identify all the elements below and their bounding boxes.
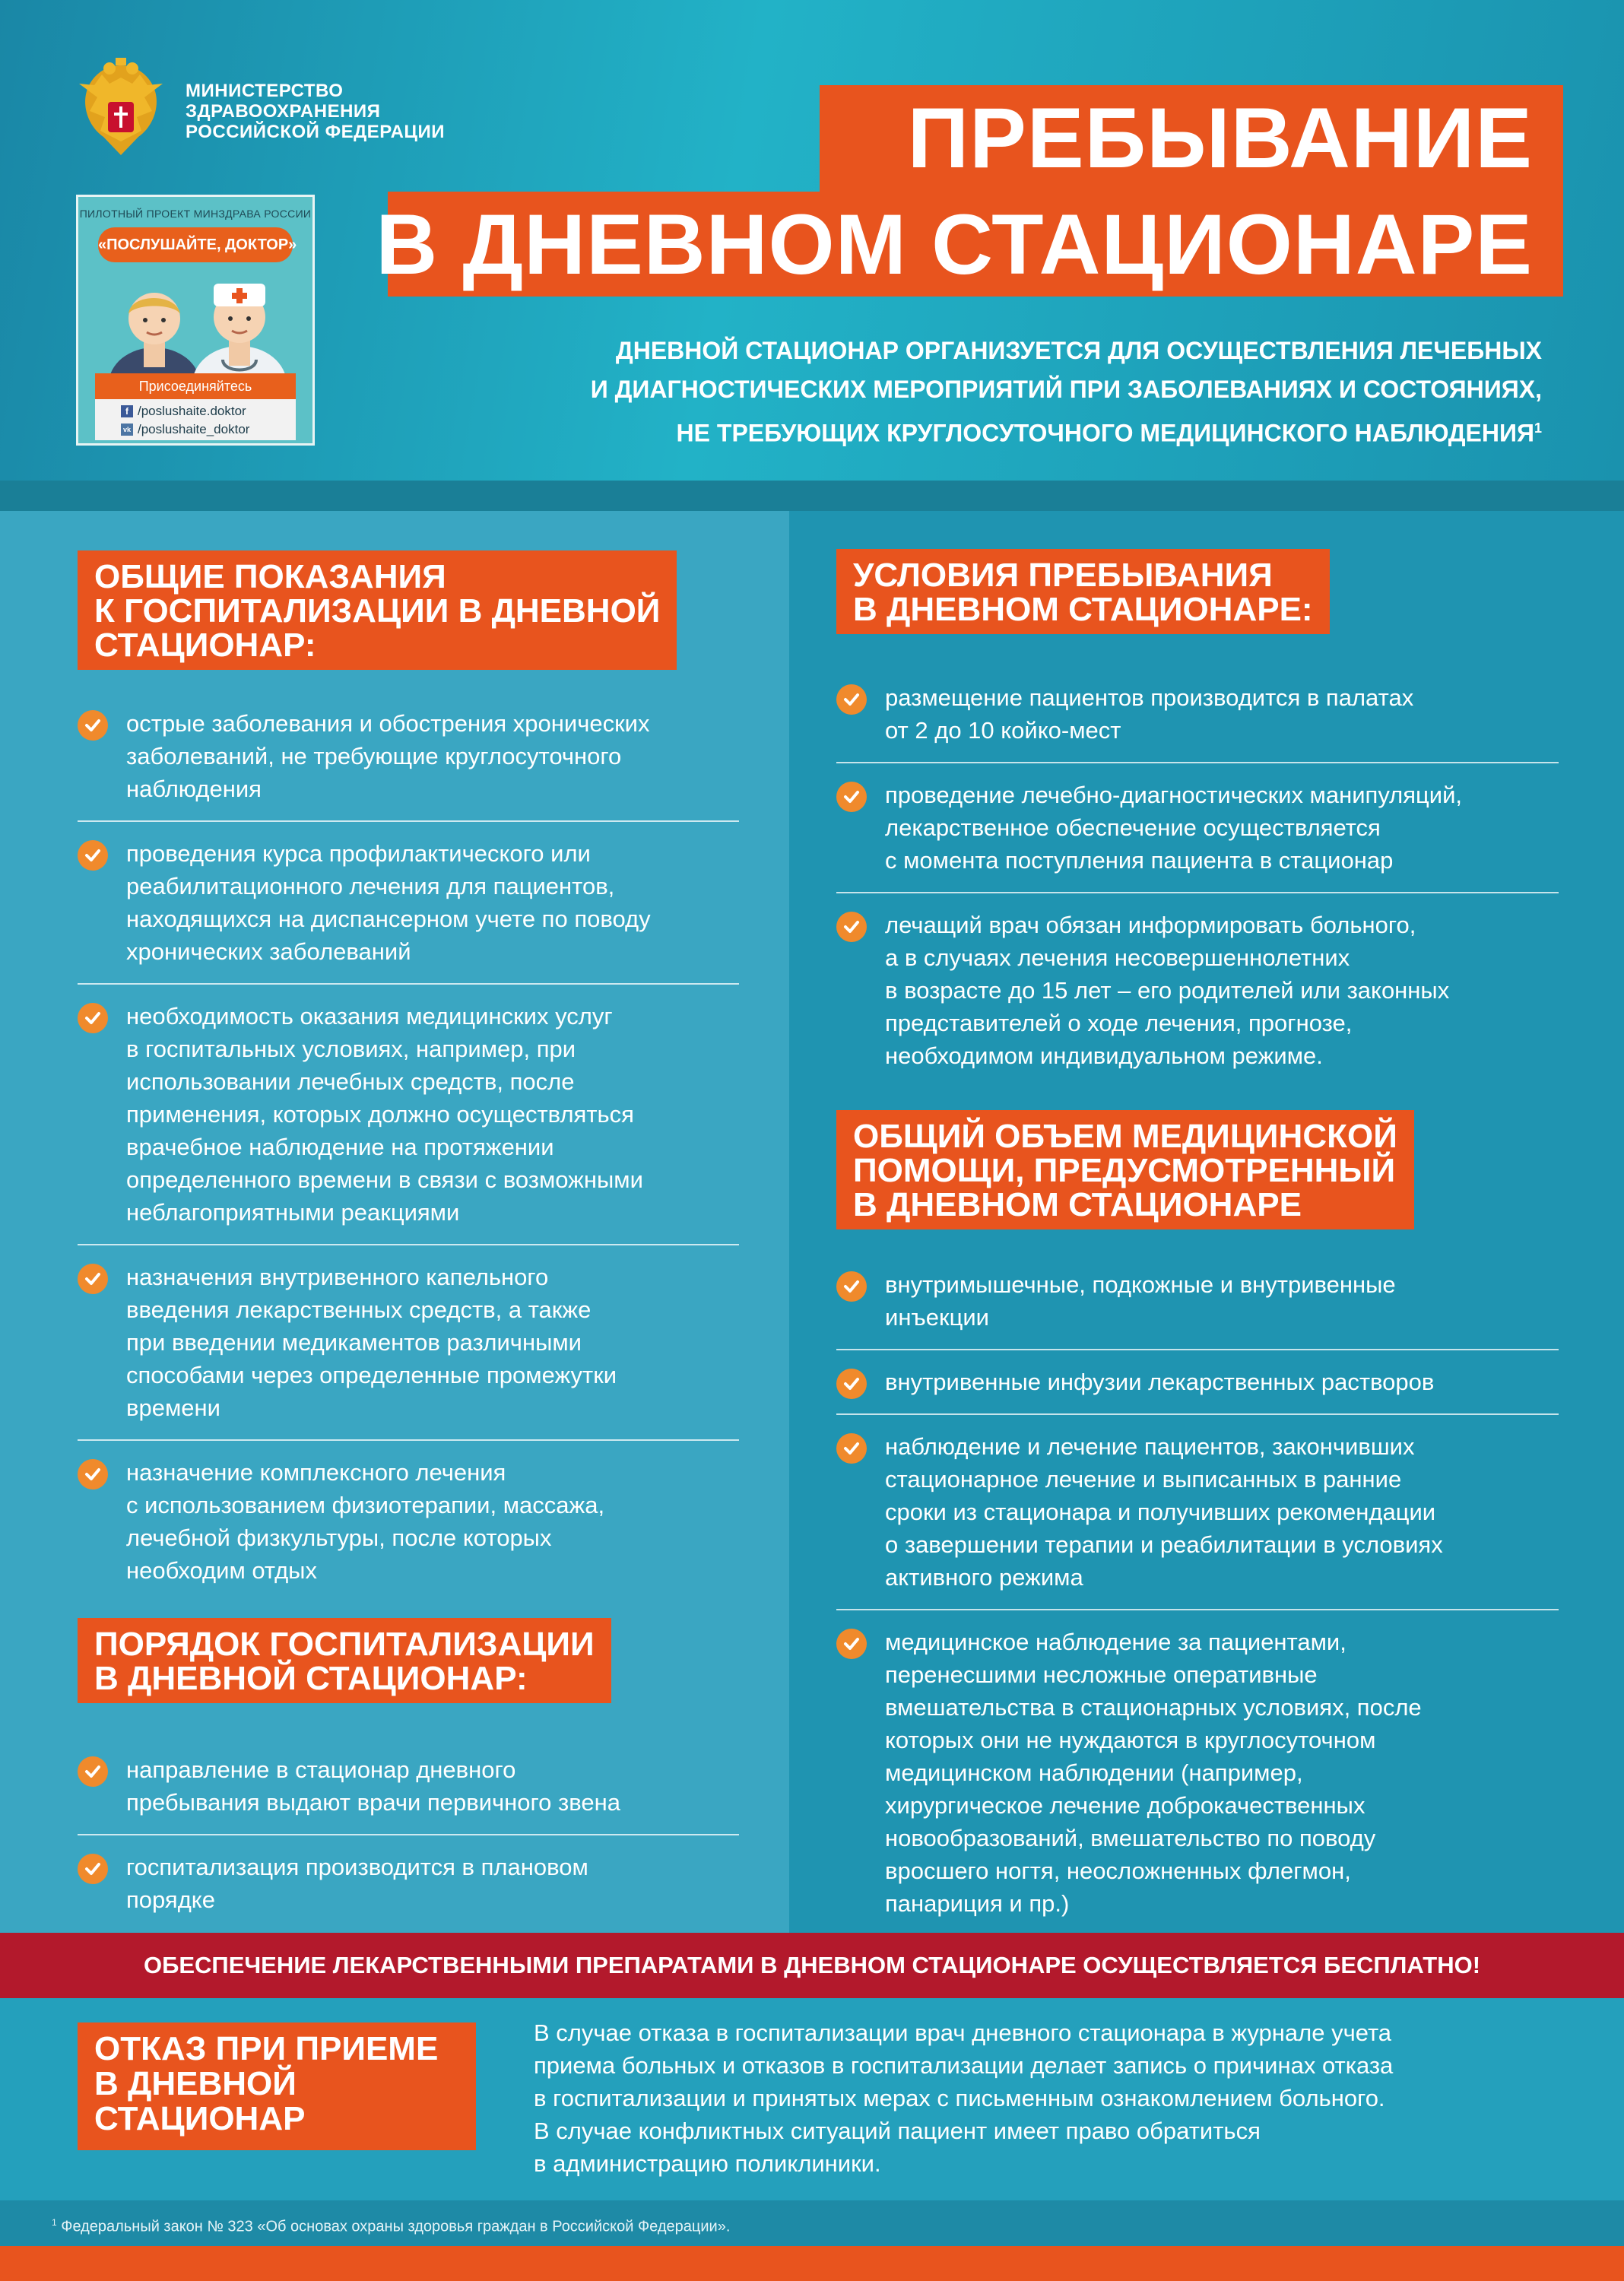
list-item: [836, 779, 1559, 877]
check-icon: [78, 1459, 108, 1489]
indications-list: [78, 707, 739, 1587]
list-item-line: времени: [126, 1394, 220, 1421]
list-item-line: назначение комплексного лечения: [126, 1459, 506, 1486]
list-item: [78, 1261, 739, 1424]
list-item-line: порядке: [126, 1886, 215, 1913]
check-icon: [78, 710, 108, 741]
check-icon: [836, 1271, 867, 1302]
list-item-line: о завершении терапии и реабилитации в условиях: [885, 1531, 1443, 1558]
list-item-line: внутривенные инфузии лекарственных растворов: [885, 1369, 1435, 1395]
list-item-line: проведения курса профилактического или: [126, 840, 591, 867]
divider: [78, 1834, 739, 1835]
list-item-line: хронических заболеваний: [126, 938, 411, 965]
list-item-line: при введении медикаментов различными: [126, 1329, 582, 1356]
refusal-text: [534, 2016, 1598, 2180]
list-item-line: острые заболевания и обострения хронических: [126, 710, 650, 737]
header-band: [0, 481, 1624, 511]
list-item-line: назначения внутривенного капельного: [126, 1264, 549, 1290]
list-item-line: проведение лечебно-диагностических манипуляций,: [885, 782, 1463, 808]
list-item-line: использовании лечебных средств, после: [126, 1068, 575, 1095]
divider: [836, 1349, 1559, 1350]
list-item-line: хирургическое лечение доброкачественных: [885, 1792, 1365, 1819]
footnote-mark: 1: [52, 2217, 57, 2228]
list-item-line: новообразований, вмешательство по поводу: [885, 1825, 1376, 1851]
join-label: Присоединяйтесь: [95, 373, 296, 399]
emblem-icon: [75, 58, 167, 164]
list-item: [836, 1268, 1559, 1334]
check-icon: [836, 912, 867, 942]
list-item-line: внутримышечные, подкожные и внутривенные: [885, 1271, 1396, 1298]
list-item-line: заболеваний, не требующие круглосуточного: [126, 743, 622, 769]
list-item-line: врачебное наблюдение на протяжении: [126, 1134, 554, 1160]
page-title-line-1: ПРЕБЫВАНИЕ: [907, 90, 1533, 186]
indications-heading: ОБЩИЕ ПОКАЗАНИЯ К ГОСПИТАЛИЗАЦИИ В ДНЕВНОЙ СТАЦИОНАР:: [78, 550, 677, 670]
ministry-name: [186, 81, 490, 142]
list-item-line: определенного времени в связи с возможными: [126, 1166, 643, 1193]
list-item-line: вмешательства в стационарных условиях, после: [885, 1694, 1422, 1721]
divider: [78, 820, 739, 822]
list-item-line: в госпитальных условиях, например, при: [126, 1036, 576, 1062]
list-item: [836, 681, 1559, 747]
list-item-line: активного режима: [885, 1564, 1083, 1591]
refusal-line: В случае отказа в госпитализации врач дневного стационара в журнале учета: [534, 2019, 1392, 2046]
list-item-line: способами через определенные промежутки: [126, 1362, 617, 1388]
project-title-bubble: «ПОСЛУШАЙТЕ, ДОКТОР»: [98, 227, 293, 262]
conditions-list: [836, 681, 1559, 1072]
check-icon: [78, 840, 108, 871]
list-item-line: а в случаях лечения несовершеннолетних: [885, 944, 1350, 971]
procedure-heading: ПОРЯДОК ГОСПИТАЛИЗАЦИИ В ДНЕВНОЙ СТАЦИОНАР:: [78, 1618, 611, 1703]
list-item-line: которых они не нуждаются в круглосуточном: [885, 1727, 1376, 1753]
footnote-text: Федеральный закон № 323 «Об основах охраны здоровья граждан в Российской Федерации».: [61, 2218, 731, 2235]
list-item-line: направление в стационар дневного: [126, 1756, 516, 1783]
title-block-2: [376, 192, 1563, 297]
subtitle-line: НЕ ТРЕБУЮЩИХ КРУГЛОСУТОЧНОГО МЕДИЦИНСКОГО НАБЛЮДЕНИЯ$^1$: [676, 419, 1542, 447]
divider: [78, 983, 739, 985]
divider: [836, 1413, 1559, 1415]
list-item-line: сроки из стационара и получивших рекомендации: [885, 1499, 1436, 1525]
procedure-list: [78, 1753, 739, 1916]
list-item-line: представителей о ходе лечения, прогнозе,: [885, 1010, 1353, 1036]
list-item-line: лечащий врач обязан информировать больного,: [885, 912, 1416, 938]
check-icon: [836, 1433, 867, 1464]
divider: [78, 1439, 739, 1441]
list-item-line: необходимость оказания медицинских услуг: [126, 1003, 613, 1029]
list-item-line: от 2 до 10 койко-мест: [885, 717, 1121, 744]
check-icon: [78, 1264, 108, 1294]
subtitle: [395, 332, 1542, 453]
list-item-line: наблюдение и лечение пациентов, закончивших: [885, 1433, 1415, 1460]
facebook-link[interactable]: [121, 402, 296, 420]
list-item: [836, 1430, 1559, 1594]
check-icon: [78, 1854, 108, 1884]
list-item-line: наблюдения: [126, 776, 262, 802]
free-medicines-banner: ОБЕСПЕЧЕНИЕ ЛЕКАРСТВЕННЫМИ ПРЕПАРАТАМИ В ДНЕВНОМ СТАЦИОНАРЕ ОСУЩЕСТВЛЯЕТСЯ БЕСПЛАТНО!: [0, 1933, 1624, 1998]
list-item: [78, 1456, 739, 1587]
footnote: [52, 2213, 730, 2237]
list-item-line: находящихся на диспансерном учете по поводу: [126, 906, 651, 932]
list-item-line: в возрасте до 15 лет – его родителей или законных: [885, 977, 1450, 1004]
vk-handle: /poslushaite_doktor: [138, 422, 250, 436]
list-item-line: госпитализация производится в плановом: [126, 1854, 588, 1880]
list-item-line: пребывания выдают врачи первичного звена: [126, 1789, 620, 1816]
list-item: [78, 837, 739, 968]
list-item-line: размещение пациентов производится в палатах: [885, 684, 1414, 711]
list-item-line: лекарственное обеспечение осуществляется: [885, 814, 1381, 841]
divider: [78, 1244, 739, 1245]
list-item-line: лечебной физкультуры, после которых: [126, 1524, 552, 1551]
project-tagline: ПИЛОТНЫЙ ПРОЕКТ МИНЗДРАВА РОССИИ: [79, 208, 312, 220]
subtitle-line: И ДИАГНОСТИЧЕСКИХ МЕРОПРИЯТИЙ ПРИ ЗАБОЛЕВАНИЯХ И СОСТОЯНИЯХ,: [590, 376, 1542, 403]
check-icon: [836, 782, 867, 812]
list-item: [78, 1851, 739, 1916]
refusal-heading: ОТКАЗ ПРИ ПРИЕМЕ В ДНЕВНОЙ СТАЦИОНАР: [78, 2022, 476, 2150]
title-block-1: [820, 85, 1563, 192]
volume-list: [836, 1268, 1559, 1920]
refusal-line: В случае конфликтных ситуаций пациент имеет право обратиться: [534, 2118, 1261, 2144]
list-item-line: вросшего ногтя, неосложненных флегмон,: [885, 1857, 1351, 1884]
subtitle-line: ДНЕВНОЙ СТАЦИОНАР ОРГАНИЗУЕТСЯ ДЛЯ ОСУЩЕСТВЛЕНИЯ ЛЕЧЕБНЫХ: [615, 337, 1542, 364]
footnote-mark: 1: [1534, 420, 1542, 436]
volume-heading: ОБЩИЙ ОБЪЕМ МЕДИЦИНСКОЙ ПОМОЩИ, ПРЕДУСМОТРЕННЫЙ В ДНЕВНОМ СТАЦИОНАРЕ: [836, 1110, 1414, 1229]
list-item-line: применения, которых должно осуществляться: [126, 1101, 634, 1128]
patient-doctor-illustration: [101, 270, 291, 384]
list-item-line: необходимом индивидуальном режиме.: [885, 1042, 1323, 1069]
list-item-line: медицинском наблюдении (например,: [885, 1759, 1303, 1786]
divider: [836, 762, 1559, 763]
list-item-line: неблагоприятными реакциями: [126, 1199, 460, 1226]
list-item: [78, 1753, 739, 1819]
check-icon: [836, 1629, 867, 1659]
list-item-line: инъекции: [885, 1304, 990, 1331]
list-item-line: с момента поступления пациента в стационар: [885, 847, 1394, 874]
check-icon: [836, 1369, 867, 1399]
list-item-line: с использованием физиотерапии, массажа,: [126, 1492, 605, 1518]
vk-icon: vk: [121, 424, 133, 436]
check-icon: [78, 1003, 108, 1033]
facebook-handle: /poslushaite.doktor: [138, 404, 246, 418]
list-item: [78, 707, 739, 805]
list-item: [836, 1626, 1559, 1920]
page-title-line-2: В ДНЕВНОМ СТАЦИОНАРЕ: [376, 197, 1533, 292]
refusal-line: в госпитализации и принятых мерах с письменным ознакомлением больного.: [534, 2085, 1385, 2111]
list-item: [78, 1000, 739, 1229]
social-links: [95, 399, 296, 440]
check-icon: [836, 684, 867, 715]
project-card[interactable]: [76, 195, 315, 446]
list-item-line: перенесшими несложные оперативные: [885, 1661, 1318, 1688]
bottom-stripe: [0, 2246, 1624, 2281]
list-item-line: реабилитационного лечения для пациентов,: [126, 873, 615, 899]
list-item-line: введения лекарственных средств, а также: [126, 1296, 592, 1323]
vk-link[interactable]: [121, 420, 296, 439]
ministry-line: ЗДРАВООХРАНЕНИЯ: [186, 101, 381, 122]
divider: [836, 1609, 1559, 1610]
ministry-line: РОССИЙСКОЙ ФЕДЕРАЦИИ: [186, 122, 445, 142]
list-item-line: панариция и пр.): [885, 1890, 1070, 1917]
list-item-line: необходим отдых: [126, 1557, 317, 1584]
list-item: [836, 909, 1559, 1072]
refusal-line: приема больных и отказов в госпитализации делает запись о причинах отказа: [534, 2052, 1394, 2079]
refusal-line: в администрацию поликлиники.: [534, 2150, 881, 2177]
divider: [836, 892, 1559, 893]
ministry-line: МИНИСТЕРСТВО: [186, 81, 344, 101]
check-icon: [78, 1756, 108, 1787]
conditions-heading: УСЛОВИЯ ПРЕБЫВАНИЯ В ДНЕВНОМ СТАЦИОНАРЕ:: [836, 549, 1330, 634]
list-item-line: стационарное лечение и выписанных в ранние: [885, 1466, 1402, 1493]
facebook-icon: f: [121, 405, 133, 417]
list-item-line: медицинское наблюдение за пациентами,: [885, 1629, 1346, 1655]
list-item: [836, 1366, 1559, 1398]
